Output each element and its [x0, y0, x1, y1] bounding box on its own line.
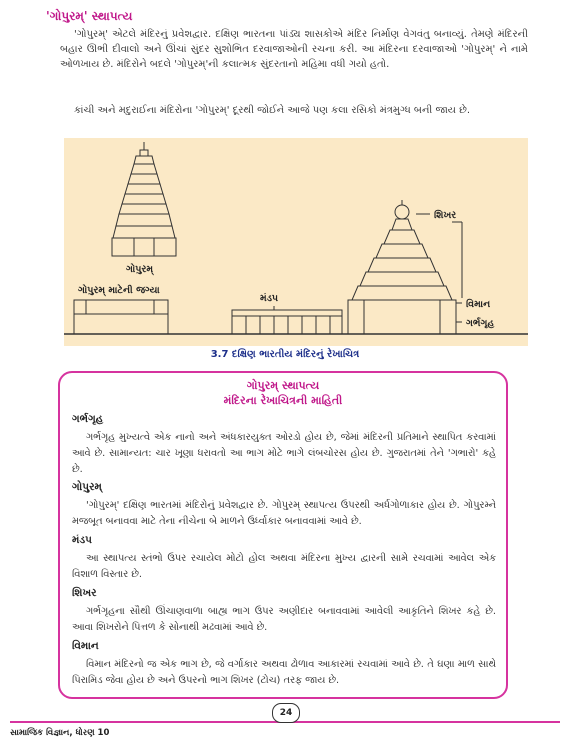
section-paragraph: ગર્ભગૃહના સૌથી ઊંચાણવાળા બાહ્ય ભાગ ઉપર અણીદાર બનાવવામાં આવેલી આકૃતિને શિખર કહે છે. આવા શિખરોને પિત્તળ કે સોનાથી મઢવામાં આવે છે. [72, 606, 496, 633]
label-garbhagruh: ગર્ભગૃહ [466, 318, 495, 329]
section-heading-mandap: મંડપ [72, 534, 92, 546]
label-viman: વિમાન [466, 299, 491, 310]
section-heading-garbhagruh: ગર્ભગૃહ [72, 413, 104, 425]
section-paragraph: 'ગોપુરમ્' દક્ષિણ ભારતમાં મંદિરોનું પ્રવેશદ્વાર છે. ગોપુરમ્ સ્થાપત્ય ઉપરથી અર્ધગોળાકાર હોય છે. ગોપુરમ્ને મજબૂત બનાવવા માટે તેના નીચેના બે માળને ઉર્ધ્વાકાર બનાવવામાં આવે છે. [72, 500, 496, 527]
figure-caption: 3.7 દક્ષિણ ભારતીય મંદિરનું રેખાચિત્ર [210, 349, 360, 360]
temple-diagram [64, 138, 528, 346]
section-paragraph: ગર્ભગૃહ મુખ્યત્વે એક નાનો અને અંધકારયુક્ત ઓરડો હોય છે, જેમાં મંદિરની પ્રતિમાને સ્થાપિત કરવામાં આવે છે. સામાન્યત: ચાર ખૂણા ધરાવતો આ ભાગ મોટે ભાગે લંબચોરસ હોય છે. ગુજરાતમાં તેને 'ગભારો' કહે છે. [72, 432, 496, 475]
section-heading-gopuram: ગોપુરમ્ [72, 481, 102, 493]
section-paragraph: આ સ્થાપત્ય સ્તંભો ઉપર રચાયેલ મોટો હોલ અથવા મંદિરના મુખ્ય દ્વારની સામે રચવામાં આવેલ એક વિશાળ વિસ્તાર છે. [72, 553, 496, 580]
footer-text: સામાજિક વિજ્ઞાન, ધોરણ 10 [10, 728, 110, 738]
info-box-title: ગોપુરમ્ સ્થાપત્ય [246, 379, 320, 392]
section-heading: 'ગોપુરમ્' સ્થાપત્ય [46, 9, 133, 23]
section-text-garbhagruh [72, 430, 496, 478]
section-heading-viman: વિમાન [72, 640, 99, 652]
intro-text-2: કાંચી અને મદુરાઈના મંદિરોના 'ગોપુરમ્' દૂરથી જોઈને આજે પણ કલા રસિકો મંત્રમુગ્ધ બની જાય છે. [74, 105, 471, 116]
intro-paragraph-2 [60, 103, 528, 118]
temple-line-drawing [64, 138, 528, 346]
section-text-viman [72, 657, 496, 689]
info-box [58, 371, 508, 699]
section-paragraph: વિમાન મંદિરનો જ એક ભાગ છે, જે વર્ગાકાર અથવા ઢોળાવ આકારમાં રચવામાં આવે છે. તે ઘણા માળ સાથે પિરામિડ જેવા હોય છે અને ઉપરનો ભાગ શિખર (ટોચ) તરફ જાય છે. [72, 659, 496, 686]
label-shikhar: શિખર [434, 210, 457, 221]
label-gopuram-site: ગોપુરમ્ માટેની જગ્યા [78, 285, 160, 296]
section-heading-shikhar: શિખર [72, 587, 97, 599]
label-mandap: મંડપ [260, 293, 279, 304]
info-box-subtitle: મંદિરના રેખાચિત્રની માહિતી [223, 394, 343, 407]
section-text-gopuram [72, 498, 496, 530]
label-gopuram: ગોપુરમ્ [126, 264, 154, 275]
intro-text-1: 'ગોપુરમ્' એટલે મંદિરનું પ્રવેશદ્વાર. દક્ષિણ ભારતના પાંડ્ય શાસકોએ મંદિર નિર્માણ વેગવંતુ બનાવ્યું. તેમણે મંદિરની બહાર ઊભી દીવાલો અને ઊંચાં સુંદર સુશોભિત દરવાજાઓની રચના કરી. આ મંદિરના દરવાજાઓ 'ગોપુરમ્' ને નામે ઓળખાય છે. મંદિરોને બદલે 'ગોપુરમ્'ની કલાત્મક સુંદરતાનો મહિમા વધી ગયો હતો. [60, 29, 528, 70]
section-text-mandap [72, 551, 496, 583]
page-number: 24 [272, 703, 300, 723]
section-text-shikhar [72, 604, 496, 636]
intro-paragraph [60, 27, 528, 72]
